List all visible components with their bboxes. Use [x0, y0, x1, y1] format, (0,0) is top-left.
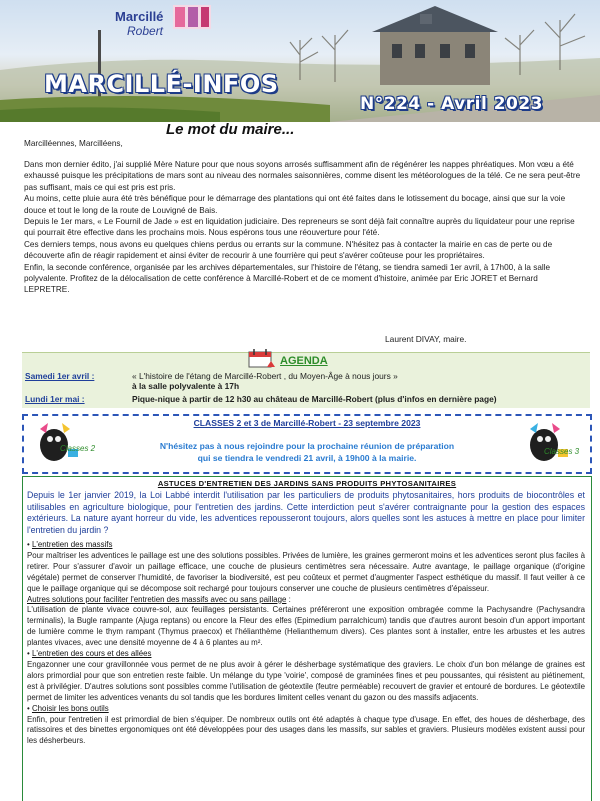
editorial-paragraph: Au moins, cette pluie aura été très bénéfique pour le démarrage des plantations qui ont été faites dans le lotissement du bocage, ainsi que sur la voie douce et tout le long de la route de Louvigné de Bais. — [24, 194, 566, 215]
editorial-paragraph: Enfin, la seconde conférence, organisée par les archives départementales, sur l'histoire de l'étang, se tiendra samedi 1er avril, à 17h00, à la salle polyvalente. Profitez de la délocalisation de cette conférence à Marcillé-Robert et de ce moment d'histoire, animée par Eric JORET et Bernard LEPRETRE. — [24, 262, 551, 295]
magazine-title: MARCILLÉ-INFOS — [44, 70, 279, 98]
classes-title: CLASSES 2 et 3 de Marcillé-Robert - 23 septembre 2023 — [193, 418, 421, 428]
header-banner — [0, 0, 600, 122]
logo-line2: Robert — [127, 24, 164, 38]
editorial-text — [24, 138, 584, 296]
signature: Laurent DIVAY, maire. — [385, 334, 467, 344]
logo — [115, 10, 163, 38]
garden-paragraph: Enfin, pour l'entretien il est primordial de bien s'équiper. De nombreux outils ont été adaptés à chaque type d'usage. En effet, des houes de désherbage, des ratissoires et des binettes ergonomiques ont été développées pour des usages dans les massifs, sur sables et graviers. Plusieurs modèles existent aussi pour les désherbeurs. — [27, 714, 585, 746]
classes-line: qui se tiendra le vendredi 21 avril, à 19h00 à la mairie. — [197, 453, 417, 463]
agenda-date: Lundi 1er mai : — [25, 394, 85, 404]
garden-subheading: L'entretien des massifs — [31, 540, 113, 549]
agenda-title: AGENDA — [280, 355, 328, 367]
editorial-paragraph: Ces derniers temps, nous avons eu quelques chiens perdus ou errants sur la commune. N'hésitez pas à contacter la mairie en cas de perte ou de découverte afin de réagir rapidement et ainsi éviter de recourir à une fourrière qui peut s'avérer coûteuse pour les propriétaires. — [24, 239, 553, 261]
greeting: Marcilléennes, Marcilléens, — [24, 139, 123, 148]
agenda-date: Samedi 1er avril : — [25, 371, 95, 381]
garden-subheading: L'entretien des cours et des allées — [31, 649, 152, 659]
classes-line: N'hésitez pas à nous rejoindre pour la prochaine réunion de préparation — [159, 441, 455, 451]
calendar-icon — [246, 347, 276, 369]
garden-paragraph: Engazonner une cour gravillonnée vous permet de ne plus avoir à gérer le désherbage systématique des graviers. Le choix d'un bon mélange de graines est alors primordial pour que son entretien reste faible. Un mélange du type 'voirie', composé de graminées fines et peu poussantes, qui résistent au piétinement, est à privilégier. D'autres solutions sont possibles comme l'utilisation de géotextile (feutre perméable) recouvert de gravier et entouré de bordures. Le géotextile permet de limiter les adventices venants du sol tandis que les bordures limitent celles venant du gazon ou des massifs adjacents. — [27, 659, 585, 702]
classes-3-label: Classes 3 — [544, 447, 580, 456]
issue-number: N°224 - Avril 2023 — [360, 94, 544, 114]
editorial-paragraph: Depuis le 1er mars, « Le Fournil de Jade » est en liquidation judiciaire. Des repreneurs se sont déjà fait connaître auprès du liquidateur pour une reprise qui pourrait être effective dans les prochains mois. Nous espérons tous une réouverture pour l'été. — [24, 216, 575, 238]
agenda-box — [22, 352, 590, 408]
classes-box — [22, 414, 592, 474]
agenda-item-line: Pique-nique à partir de 12 h30 au château de Marcillé-Robert (plus d'infos en dernière page) — [132, 394, 497, 404]
garden-paragraph: L'utilisation de plante vivace couvre-sol, aux feuillages persistants. Certaines préféreront une exposition ombragée comme la Pachysandre (Pachysandra terminalis), la Bugle rampante (Ajuga reptans) ou encore la Fleur des elfes (Epimedium parralchicum) tandis que d'autres auront besoin d'un apport important de lumière comme le thym rampant (Thymus praecox) et l'hélianthème (Helianthemum divers). Ces plantes sont à installer, entre les arbustes et les autres plantes vivaces, avec une densité moyenne de 4 à 6 plantes au m². — [27, 605, 585, 648]
garden-intro: Depuis le 1er janvier 2019, la Loi Labbé interdit l'utilisation par les particuliers de produits phytosanitaires, hors produits de biocontrôles et utilisables en agriculture biologique, pour l'entretien des jardins. Cette interdiction peut s'avérer contraignante pour la gestion des espaces extérieurs. La nature ayant horreur du vide, les adventices repousseront toujours, alors quelles sont les astuces à mettre en place pour limiter l'entretien du jardin ? — [27, 490, 585, 535]
garden-body: • L'entretien des massifs Pour maîtriser les adventices le paillage est une des solutions possibles. Privées de lumière, les graines germeront moins et les adventices seront plus faciles à retirer. Pour s'assurer d'avoir un paillage efficace, une couche de plusieurs centimètres sera nécessaire. Autre avantage, le paillage organique (d'origine végétale) permet de conserver l'humidité, de favoriser la biodiversité, est peu coûteux et permet d'augmenter l'aspect esthétique du massif. Il faut veiller à ce que le paillage organique qui se décompose soit rechargé pour toujours conserver une couche de plusieurs centimètres d'épaisseur. Autres solutions pour faciliter l'entretien des massifs avec ou sans paillage : L'utilisation de plante vivace couvre-sol, aux feuillages persistants. Certaines préféreront une exposition ombragée comme la Pachysandre (Pachysandra terminalis), la Bugle rampante (Ajuga reptans) ou encore la Fleur des elfes (Epimedium parralchicum) tandis que d'autres auront besoin d'un apport important de lumière comme le thym rampant (Thymus praecox) et l'hélianthème (Helianthemum divers). Ces plantes sont à installer, entre les arbustes et les autres plantes vivaces, avec une densité moyenne de 4 à 6 plantes au m². • L'entretien des cours et des allées Engazonner une cour gravillonnée vous permet de ne plus avoir à gérer le désherbage systématique des graviers. Le choix d'un bon mélange de graines est alors primordial pour que son entretien reste faible. Un mélange du type 'voirie', composé de graminées fines et peu poussantes, qui résistent au piétinement, est à privilégier. D'autres solutions sont possibles comme l'utilisation de géotextile (feutre perméable) recouvert de gravier et entouré de bordures. Le géotextile permet de limiter les adventices venants du sol tandis que les bordures limitent celles venant du gazon ou des massifs adjacents. • Choisir les bons outils Enfin, pour l'entretien il est primordial de bien s'équiper. De nombreux outils ont été adaptés à chaque type d'usage. En effet, des houes de désherbage, des ratissoires et des binettes ergonomiques ont été développées pour des usages dans les massifs, sur sables et graviers. Plusieurs modèles existent aussi pour les désherbeurs. — [27, 540, 585, 746]
logo-line1: Marcillé — [115, 9, 164, 24]
editorial-heading: Le mot du maire... — [166, 121, 295, 138]
garden-article — [22, 476, 592, 801]
classes-2-label: Classes 2 — [60, 444, 96, 453]
garden-heading: ASTUCES D'ENTRETIEN DES JARDINS SANS PRODUITS PHYTOSANITAIRES — [157, 479, 457, 488]
agenda-item-line: à la salle polyvalente à 17h — [132, 381, 240, 391]
classes-3-illustration — [524, 419, 572, 465]
garden-paragraph: Pour maîtriser les adventices le paillage est une des solutions possibles. Privées de lumière, les graines germeront moins et les adventices seront plus faciles à retirer. Pour s'assurer d'avoir un paillage efficace, une couche de plusieurs centimètres sera nécessaire. Autre avantage, le paillage organique (d'origine végétale) permet de conserver l'humidité, de favoriser la biodiversité, est peu coûteux et permet d'augmenter l'aspect esthétique du massif. Il faut veiller à ce que le paillage organique qui se décompose soit rechargé pour toujours conserver une couche de plusieurs centimètres d'épaisseur. — [27, 550, 585, 593]
editorial-paragraph: Dans mon dernier édito, j'ai supplié Mère Nature pour que nous soyons arrosés suffisamment afin de régénérer les nappes phréatiques. Mon vœu a été exhaussé puisque les précipitations de mars sont au niveau des normales saisonnières, comme disent les météorologues de la télé. Ce ne sera peut-être pas suffisant, mais ce qui est pris est pris. — [24, 159, 581, 192]
agenda-item — [132, 371, 587, 391]
garden-subheading: Choisir les bons outils — [31, 703, 109, 713]
garden-subheading: Autres solutions pour faciliter l'entretien des massifs avec ou sans paillage — [27, 594, 287, 604]
logo-icon — [173, 5, 211, 29]
agenda-item-line: « L'histoire de l'étang de Marcillé-Robert , du Moyen-Âge à nous jours » — [132, 371, 398, 381]
